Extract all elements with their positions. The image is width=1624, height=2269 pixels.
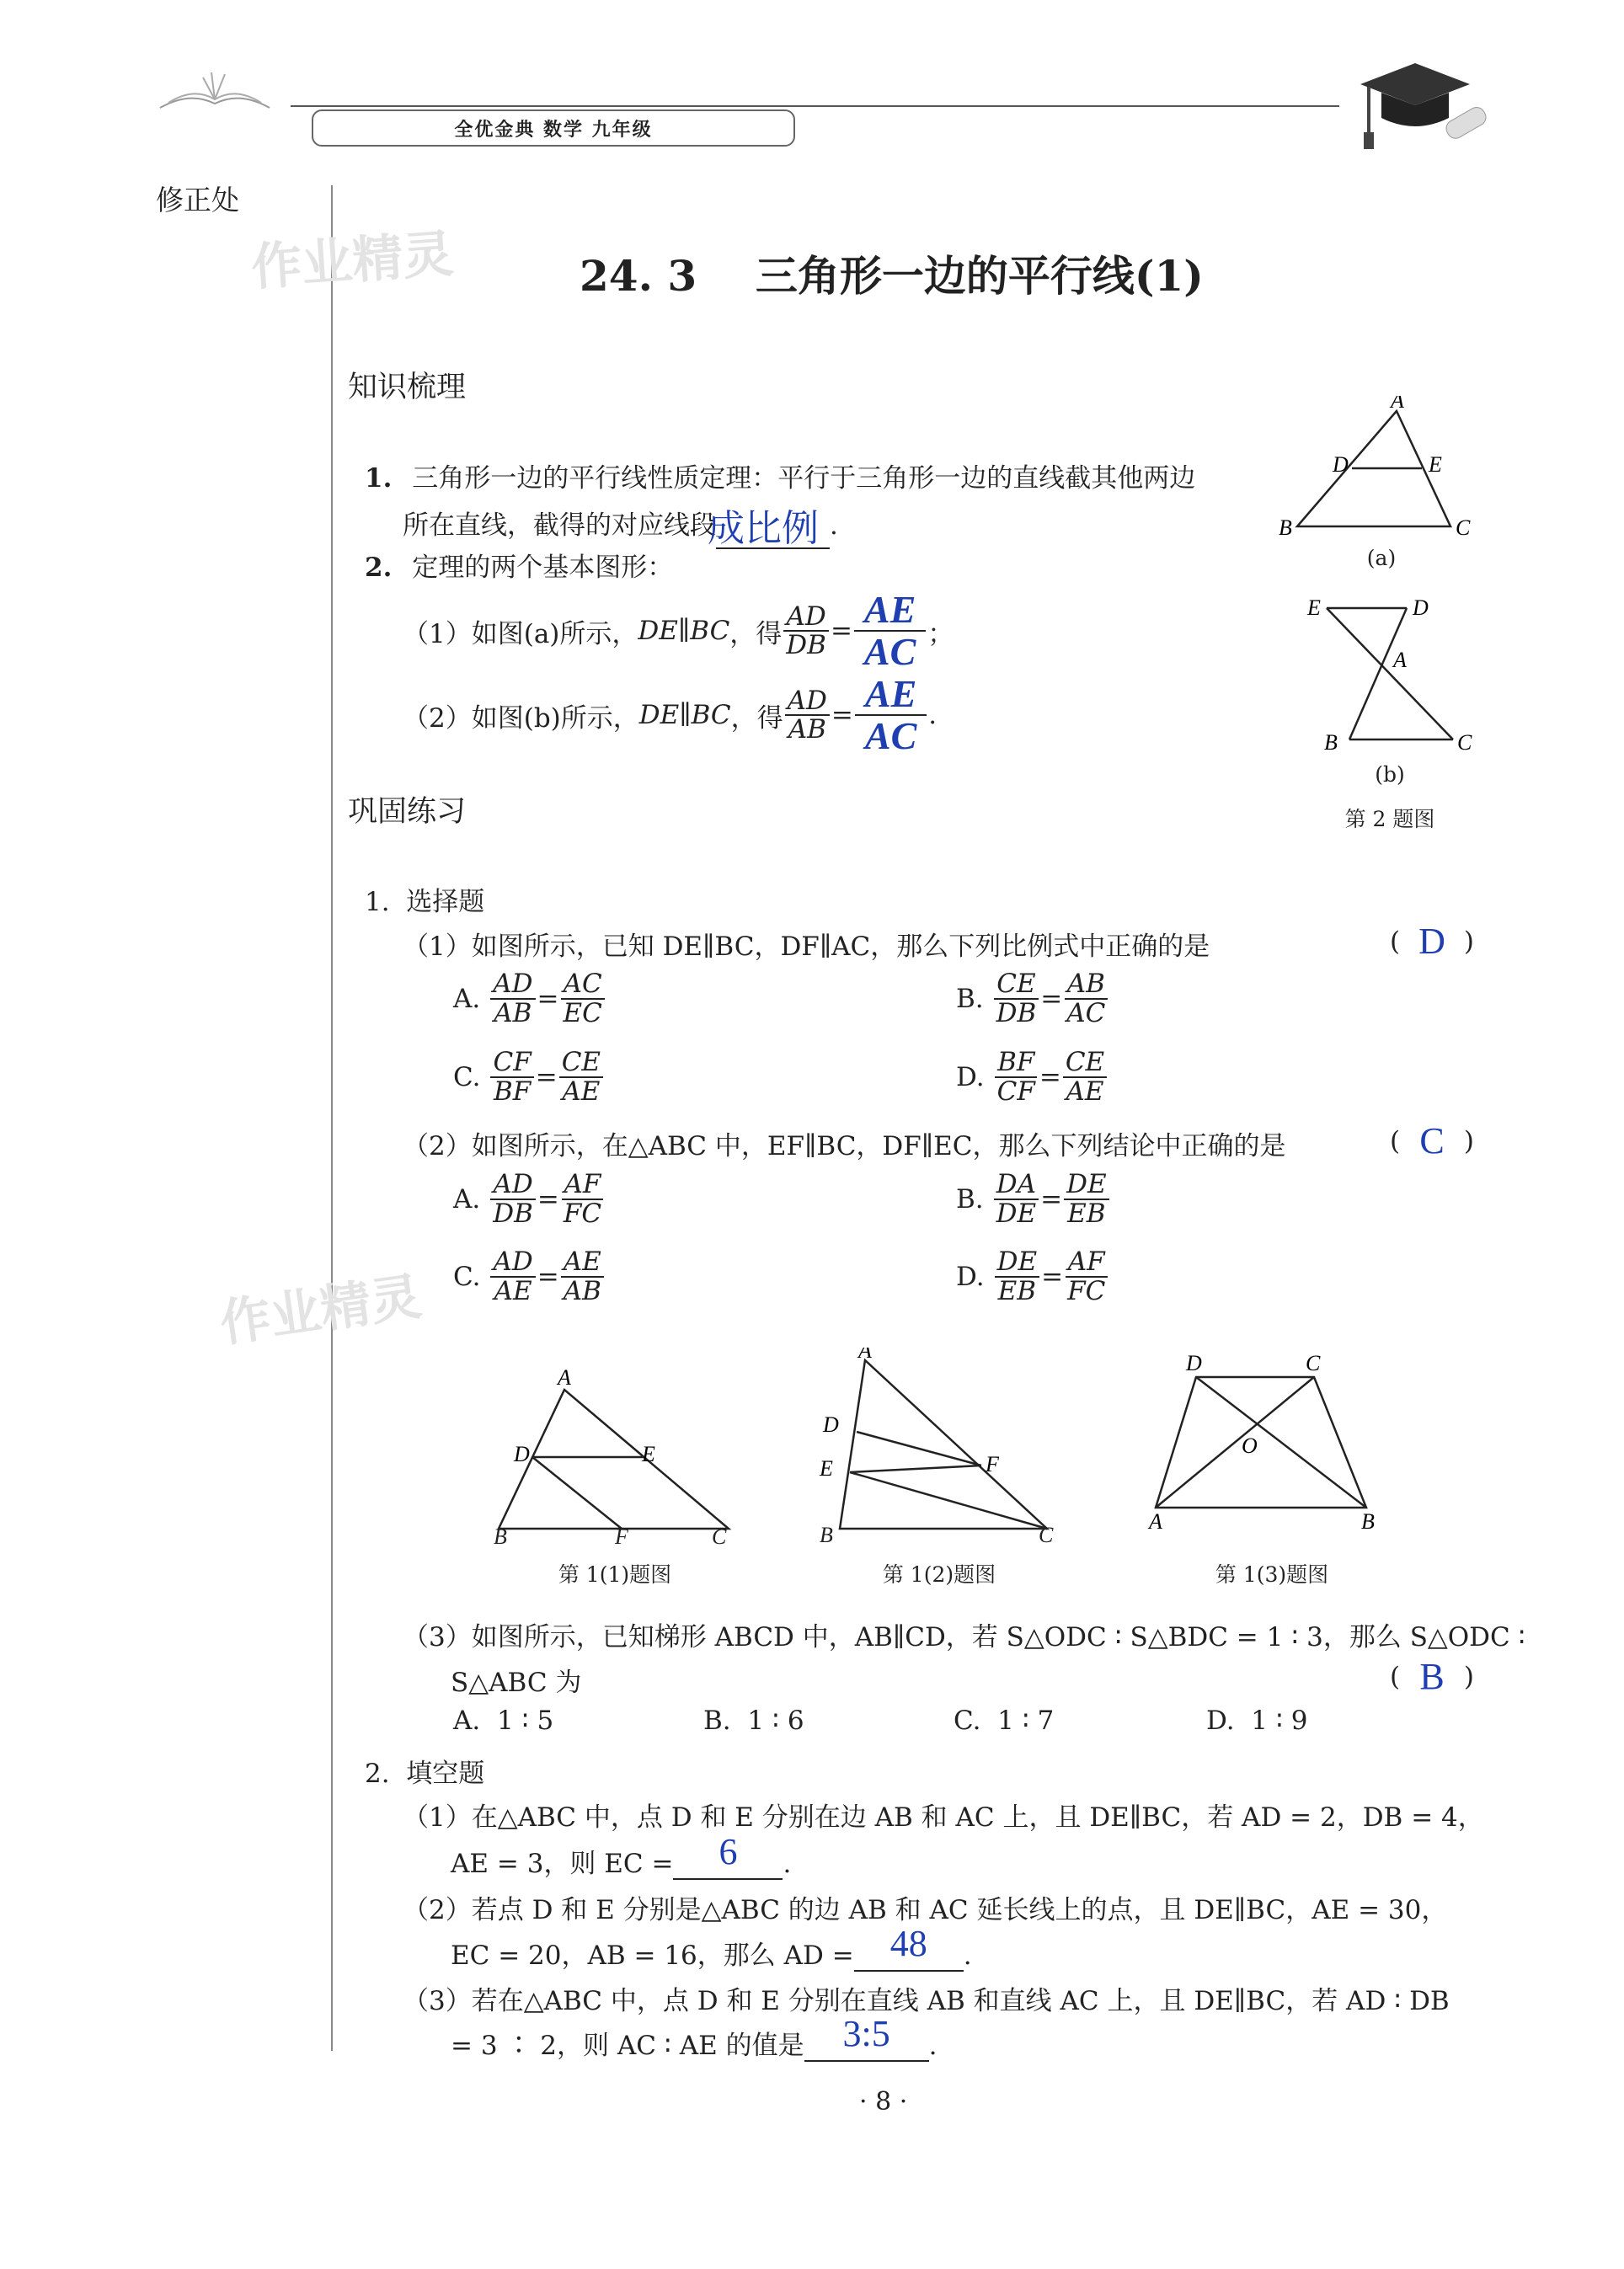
- item-number: 2.: [365, 553, 393, 583]
- q1-1-answer-box: ( D ): [1390, 921, 1474, 962]
- svg-text:D: D: [823, 1412, 839, 1437]
- answer-blank: [708, 508, 830, 549]
- graduation-cap-icon: [1352, 55, 1487, 156]
- fraction-den: EB: [1067, 1198, 1106, 1229]
- page-title: 24. 3 三角形一边的平行线(1): [580, 251, 1204, 301]
- item-text: ，得: [729, 618, 783, 649]
- svg-text:E: E: [1429, 452, 1442, 477]
- q1-3-option-b: B. 1 ∶ 6: [703, 1706, 804, 1736]
- fraction-den: BF: [493, 1076, 532, 1107]
- q1-2-option-d: D. $\frac{DE}{EB}$ = $\frac{AF}{FC}$: [956, 1248, 1109, 1305]
- fraction: [783, 603, 829, 659]
- answer-blank: [854, 1923, 964, 1972]
- q1-2-option-c: C. $\frac{AD}{AE}$ = $\frac{AE}{AB}$: [453, 1248, 606, 1305]
- q1-label: 1. 选择题: [365, 887, 485, 917]
- item-condition: DE∥BC: [638, 700, 731, 731]
- period: .: [963, 1941, 972, 1971]
- fraction-den: AB: [788, 714, 826, 745]
- fraction-den: EB: [997, 1275, 1037, 1306]
- figure-b: [1289, 590, 1491, 834]
- margin-divider: [331, 185, 333, 2051]
- question-text: = 3 ∶ 2，则 AC ∶ AE 的值是: [451, 2031, 804, 2061]
- fraction-num: CE: [559, 1049, 603, 1078]
- fraction-num: AD: [783, 603, 828, 633]
- answer-blank: [673, 1831, 783, 1880]
- vertex-label: B: [820, 1523, 833, 1547]
- q2-3-line1: （3）若在△ABC 中，点 D 和 E 分别在直线 AB 和直线 AC 上，且 DE∥BC，若 AD ∶ DB: [403, 1986, 1450, 2016]
- figure-q1-2: [813, 1348, 1066, 1587]
- svg-text:F: F: [986, 1452, 999, 1476]
- q1-1-text: （1）如图所示，已知 DE∥BC，DF∥AC，那么下列比例式中正确的是: [403, 932, 1210, 962]
- svg-text:D: D: [1186, 1351, 1202, 1375]
- q2-1-line1: （1）在△ABC 中，点 D 和 E 分别在边 AB 和 AC 上，且 DE∥BC，若 AD = 2，DB = 4，: [403, 1802, 1484, 1833]
- fraction-den: AE: [1066, 1076, 1104, 1107]
- q1-3-text-line1: （3）如图所示，已知梯形 ABCD 中，AB∥CD，若 S△ODC ∶ S△BDC = 1 ∶ 3，那么 S△ODC ∶: [403, 1622, 1525, 1652]
- handwritten-answer: 6: [719, 1831, 738, 1872]
- svg-text:B: B: [1279, 515, 1292, 540]
- fraction-den: FC: [563, 1198, 602, 1229]
- fraction-num: DA: [994, 1171, 1039, 1200]
- fraction-den: DE: [996, 1198, 1037, 1229]
- period: .: [783, 1849, 792, 1879]
- figure-caption: 第 1(3)题图: [1215, 1562, 1329, 1587]
- fraction-den: DB: [996, 997, 1037, 1028]
- page-number: · 8 ·: [859, 2087, 908, 2117]
- q2-2-line2: [451, 1923, 972, 1972]
- fraction-num: AF: [562, 1171, 604, 1200]
- fraction-num: AB: [1065, 970, 1108, 1000]
- item-text: 定理的两个基本图形：: [412, 553, 674, 583]
- q2-3-line2: [451, 2013, 938, 2062]
- question-text: EC = 20，AB = 16，那么 AD =: [451, 1941, 854, 1971]
- fraction-num: AD: [785, 687, 830, 717]
- fraction-num: AF: [1066, 1248, 1108, 1278]
- q1-2-option-b: B. $\frac{DA}{DE}$ = $\frac{DE}{EB}$: [956, 1171, 1111, 1227]
- svg-text:B: B: [1361, 1509, 1375, 1533]
- knowledge-item-2-2: （2）如图(b)所示， DE∥BC ，得 $\frac{AD}{AB}$ = $\frac{AE}{AC}$ .: [403, 672, 938, 758]
- svg-text:A: A: [558, 1365, 571, 1390]
- figure-a: [1272, 396, 1491, 573]
- option-label: C.: [453, 1061, 481, 1092]
- item-text: 三角形一边的平行线性质定理：平行于三角形一边的直线截其他两边: [412, 463, 1196, 494]
- handwritten-answer: C: [1419, 1120, 1445, 1161]
- svg-text:E: E: [1307, 595, 1321, 620]
- fraction-num: BF: [995, 1049, 1037, 1078]
- fraction-den: FC: [1067, 1275, 1106, 1306]
- handwritten-answer: 成比例: [708, 508, 819, 549]
- figure-q1-1: [480, 1364, 750, 1587]
- svg-text:C: C: [1306, 1351, 1321, 1375]
- handwritten-fraction: [854, 590, 926, 673]
- fraction-num: CE: [1063, 1049, 1107, 1078]
- margin-note: 修正处: [156, 184, 239, 216]
- practice-heading: 巩固练习: [348, 795, 467, 829]
- fraction-num: CF: [490, 1049, 533, 1078]
- header-banner: [312, 109, 795, 147]
- q1-2-text: （2）如图所示，在△ABC 中，EF∥BC，DF∥EC，那么下列结论中正确的是: [403, 1131, 1286, 1161]
- fraction-num: AE: [855, 674, 927, 716]
- figure-caption: 第 2 题图: [1344, 807, 1435, 831]
- knowledge-item-1: 1. 三角形一边的平行线性质定理：平行于三角形一边的直线截其他两边 所在直线，截得的对应线段 成比例 .: [365, 455, 1195, 549]
- q1-3-option-d: D. 1 ∶ 9: [1206, 1706, 1308, 1736]
- fraction-num: AE: [854, 590, 926, 632]
- svg-text:A: A: [1149, 1509, 1162, 1533]
- answer-blank: [804, 2013, 929, 2062]
- watermark: 作业精灵: [216, 1267, 425, 1354]
- svg-text:D: D: [514, 1442, 530, 1466]
- item-condition: DE∥BC: [638, 616, 730, 647]
- fraction-num: DE: [995, 1248, 1039, 1278]
- q1-2-option-a: A. $\frac{AD}{DB}$ = $\frac{AF}{FC}$: [453, 1171, 606, 1227]
- svg-text:D: D: [1333, 452, 1349, 477]
- svg-text:E: E: [642, 1442, 655, 1466]
- vertex-label: C: [1039, 1523, 1054, 1547]
- fraction-den: AB: [563, 1275, 601, 1306]
- q1-3-answer-box: ( B ): [1390, 1656, 1474, 1697]
- q1-3-option-c: C. 1 ∶ 7: [954, 1706, 1055, 1736]
- q1-2-answer-box: ( C ): [1390, 1120, 1474, 1161]
- header-book-title: 全优金典 数学 九年级: [454, 119, 653, 141]
- q1-3-option-a: A. 1 ∶ 5: [453, 1706, 554, 1736]
- fraction-den: DB: [493, 1198, 533, 1229]
- knowledge-item-2: [365, 546, 673, 584]
- svg-text:O: O: [1242, 1433, 1258, 1458]
- watermark: 作业精灵: [249, 224, 456, 298]
- fraction-den: CF: [996, 1076, 1035, 1107]
- option-label: B.: [956, 983, 984, 1014]
- option-label: A.: [453, 983, 481, 1014]
- handwritten-answer: B: [1419, 1656, 1445, 1697]
- fraction-den: DB: [786, 630, 826, 661]
- header-book-icon: [156, 66, 274, 116]
- svg-text:A: A: [858, 1348, 872, 1363]
- svg-text:D: D: [1413, 595, 1429, 620]
- figure-caption: 第 1(1)题图: [558, 1562, 672, 1587]
- handwritten-fraction: [855, 674, 927, 757]
- item-text: ，得: [730, 702, 783, 734]
- svg-text:B: B: [1324, 730, 1338, 755]
- svg-text:E: E: [820, 1456, 833, 1481]
- fraction-den: AE: [494, 1275, 532, 1306]
- q1-1-option-c: C. $\frac{CF}{BF}$ = $\frac{CE}{AE}$: [453, 1049, 605, 1105]
- q2-2-line1: （2）若点 D 和 E 分别是△ABC 的边 AB 和 AC 延长线上的点，且 DE∥BC，AE = 30，: [403, 1895, 1448, 1925]
- svg-text:C: C: [1457, 730, 1472, 755]
- vertex-label: F: [615, 1524, 628, 1549]
- knowledge-item-2-1: （1）如图(a)所示， DE∥BC ，得 $\frac{AD}{DB}$ = $\frac{AE}{AC}$ ；: [403, 588, 954, 674]
- option-label: C.: [453, 1261, 481, 1292]
- handwritten-answer: 3:5: [842, 2013, 890, 2054]
- option-label: D.: [956, 1061, 985, 1092]
- svg-text:A: A: [1391, 396, 1404, 413]
- question-text: AE = 3，则 EC =: [451, 1849, 674, 1879]
- fraction-den: AB: [494, 997, 532, 1028]
- fraction-den: AC: [864, 714, 917, 758]
- q2-label: 2. 填空题: [365, 1759, 485, 1789]
- fraction-num: AE: [561, 1248, 604, 1278]
- fraction-den: AE: [562, 1076, 601, 1107]
- period: .: [928, 2031, 938, 2061]
- q1-1-option-a: A. $\frac{AD}{AB}$ = $\frac{AC}{EC}$: [453, 970, 606, 1027]
- handwritten-answer: 48: [889, 1923, 927, 1964]
- fraction-num: AD: [490, 1171, 535, 1200]
- option-label: B.: [956, 1183, 984, 1215]
- q2-1-line2: [451, 1831, 792, 1880]
- figure-q1-3: [1146, 1348, 1398, 1587]
- q1-1-option-b: B. $\frac{CE}{DB}$ = $\frac{AB}{AC}$: [956, 970, 1109, 1027]
- item-text: （2）如图(b)所示，: [403, 702, 639, 734]
- svg-text:A: A: [1393, 648, 1407, 672]
- svg-text:C: C: [1456, 515, 1471, 540]
- fraction: [785, 687, 830, 744]
- item-text: （1）如图(a)所示，: [403, 618, 638, 649]
- vertex-label: B: [494, 1524, 507, 1549]
- item-number: 1.: [365, 463, 393, 494]
- fraction-num: AC: [561, 970, 605, 1000]
- figure-caption: (a): [1366, 546, 1397, 570]
- fraction-num: AD: [490, 970, 535, 1000]
- fraction-num: AD: [490, 1248, 535, 1278]
- fraction-den: AC: [1066, 997, 1106, 1028]
- q1-3-text-line2: S△ABC 为: [451, 1668, 582, 1698]
- fraction-den: AC: [863, 630, 916, 674]
- header-rule: [291, 105, 1339, 107]
- q1-1-option-d: D. $\frac{BF}{CF}$ = $\frac{CE}{AE}$: [956, 1049, 1108, 1105]
- item-text: 所在直线，截得的对应线段: [403, 510, 716, 541]
- figure-caption: (b): [1375, 762, 1405, 787]
- handwritten-answer: D: [1418, 921, 1445, 962]
- option-label: A.: [453, 1183, 481, 1215]
- fraction-den: EC: [563, 997, 602, 1028]
- vertex-label: C: [712, 1524, 727, 1549]
- option-label: D.: [956, 1261, 985, 1292]
- figure-caption: 第 1(2)题图: [882, 1562, 996, 1587]
- fraction-num: DE: [1064, 1171, 1108, 1200]
- knowledge-heading: 知识梳理: [348, 371, 467, 404]
- fraction-num: CE: [994, 970, 1038, 1000]
